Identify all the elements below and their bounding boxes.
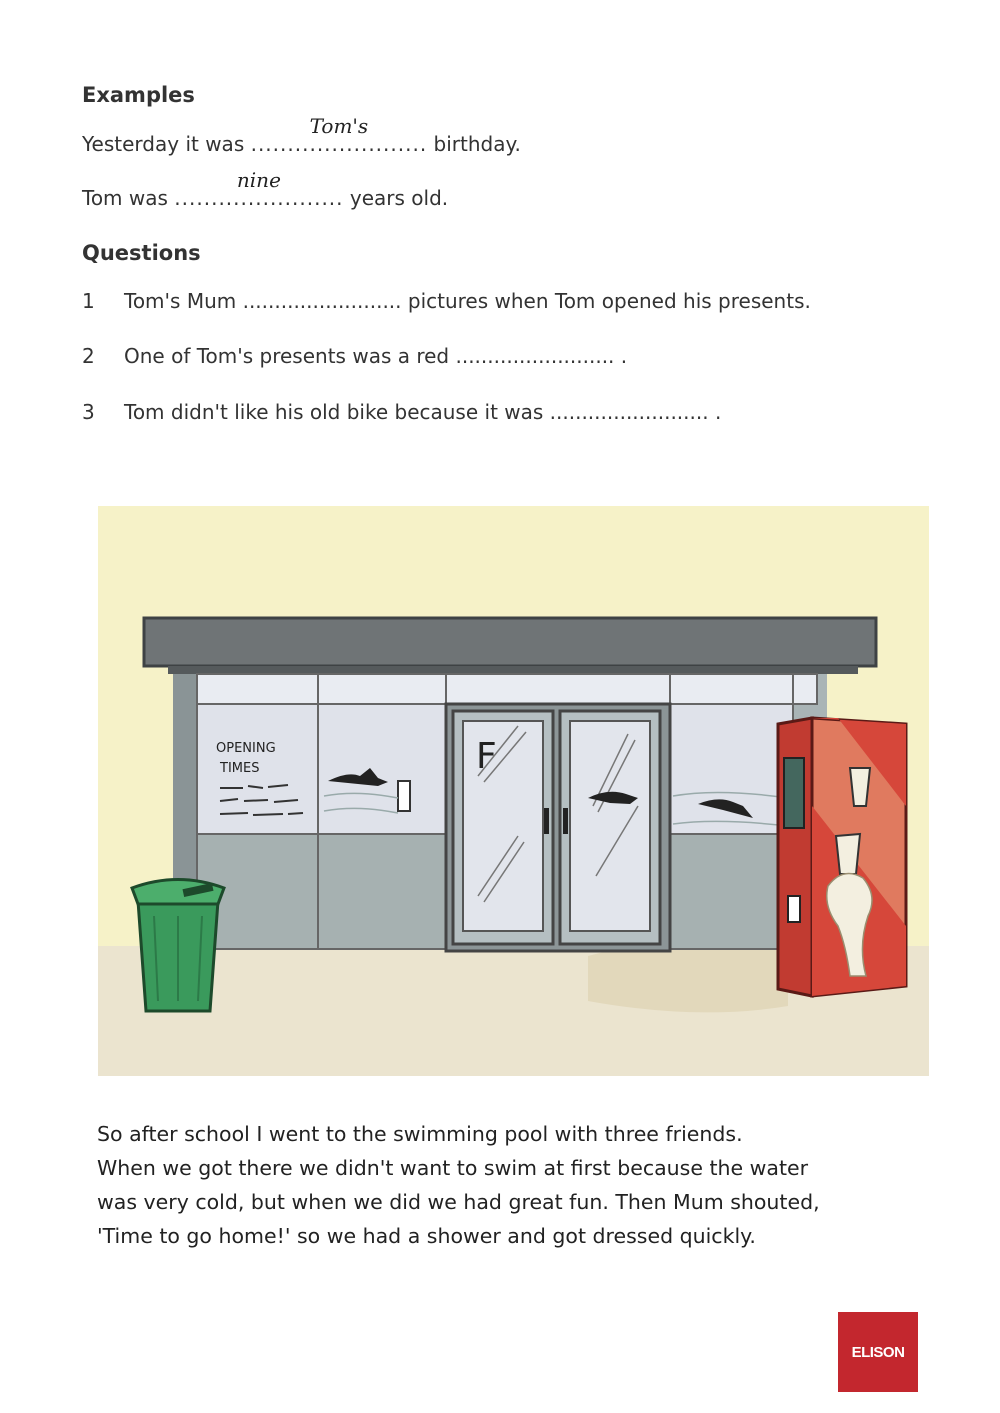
sign-line-1: OPENING <box>216 741 276 756</box>
logo-text: ELISON <box>851 1343 905 1361</box>
door-handle-left <box>544 808 549 834</box>
example-1-dots-b: ............... <box>316 132 428 156</box>
question-2 <box>82 344 627 368</box>
example-2-dots-b: ............... <box>233 186 344 210</box>
question-1-number: 1 <box>82 289 95 313</box>
keypad <box>784 758 804 828</box>
second-window <box>318 704 446 949</box>
question-1-text: Tom's Mum ......................... pictures when Tom opened his presents. <box>124 289 811 313</box>
question-3-number: 3 <box>82 400 95 424</box>
green-bin <box>132 880 224 1012</box>
roof-underside <box>168 666 858 674</box>
example-1-dots-a: ......... <box>250 132 317 156</box>
swimming-pool-illustration <box>98 506 929 1076</box>
question-3-text: Tom didn't like his old bike because it was ......................... . <box>124 400 722 424</box>
example-2-answer: nine <box>236 168 281 192</box>
vending-machine <box>778 718 906 996</box>
example-1-suffix: birthday. <box>427 132 521 156</box>
roof <box>144 618 876 666</box>
story-line: 'Time to go home!' so we had a shower and got dressed quickly. <box>97 1224 756 1248</box>
sign-line-2: TIMES <box>220 761 260 776</box>
example-1-answer: Tom's <box>309 114 369 138</box>
examples-heading: Examples <box>82 83 195 107</box>
example-2-suffix: years old. <box>343 186 449 210</box>
example-line-1 <box>82 114 521 156</box>
question-2-text: One of Tom's presents was a red ......................... . <box>124 344 628 368</box>
example-1-prefix: Yesterday it was <box>82 132 251 156</box>
example-1-blank <box>250 114 428 156</box>
question-1 <box>82 289 811 313</box>
example-line-2 <box>82 168 449 210</box>
story-line: When we got there we didn't want to swim at first because the water <box>97 1156 809 1180</box>
elison-logo <box>838 1312 918 1392</box>
entrance-doors <box>446 704 670 951</box>
coin-slot <box>788 896 800 922</box>
example-2-prefix: Tom was <box>82 186 175 210</box>
poster-icon <box>398 781 410 811</box>
question-2-number: 2 <box>82 344 95 368</box>
ground-shadow <box>588 943 788 1013</box>
window-top-band <box>197 674 817 704</box>
story-line: So after school I went to the swimming pool with three friends. <box>97 1122 743 1146</box>
questions-heading: Questions <box>82 241 201 265</box>
example-2-dots-a: ........ <box>174 186 234 210</box>
story-text <box>97 1117 937 1253</box>
story-line: was very cold, but when we did we had great fun. Then Mum shouted, <box>97 1190 820 1214</box>
cup-icon <box>836 834 860 874</box>
right-window <box>670 704 793 949</box>
example-2-blank <box>174 168 344 210</box>
cup-icon <box>850 768 870 806</box>
door-sign-letter: F <box>476 736 497 777</box>
door-handle-right <box>563 808 568 834</box>
question-3 <box>82 400 721 424</box>
